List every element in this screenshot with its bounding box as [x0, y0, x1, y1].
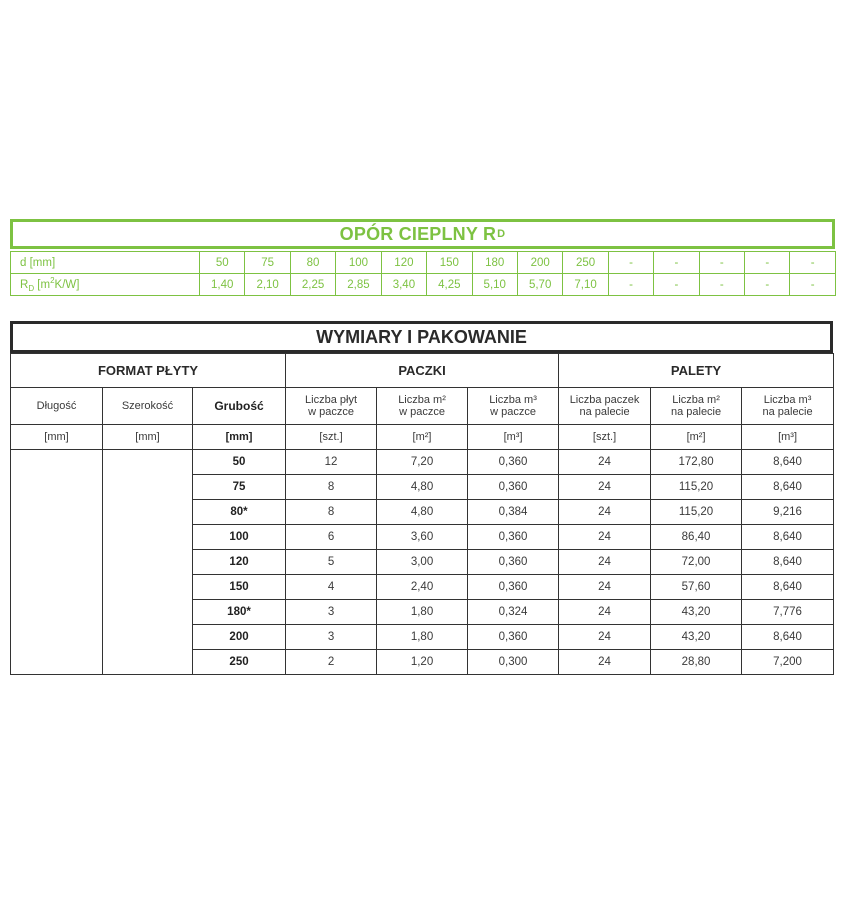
value-cell: 8,640	[742, 475, 834, 500]
value-cell: 0,384	[468, 500, 559, 525]
value-cell: 8,640	[742, 575, 834, 600]
thickness-cell: 100	[336, 252, 381, 274]
column-header	[11, 388, 103, 425]
thermal-title-text: OPÓR CIEPLNY R	[339, 223, 497, 244]
column-header-line: Szerokość	[121, 400, 174, 412]
rd-cell: -	[608, 274, 653, 296]
unit-cell: [mm]	[11, 425, 103, 450]
width-cell	[103, 450, 193, 675]
value-cell: 6	[286, 525, 377, 550]
value-cell: 24	[559, 550, 651, 575]
thickness-cell: 80*	[193, 500, 286, 525]
value-cell: 43,20	[651, 600, 742, 625]
value-cell: 0,300	[468, 650, 559, 675]
value-cell: 24	[559, 475, 651, 500]
rd-cell: -	[699, 274, 744, 296]
value-cell: 24	[559, 500, 651, 525]
thermal-resistance-table	[10, 251, 836, 296]
column-header-line: na palecie	[579, 406, 630, 418]
value-cell: 172,80	[651, 450, 742, 475]
value-cell: 8,640	[742, 450, 834, 475]
value-cell: 1,80	[377, 625, 468, 650]
rd-cell: 5,10	[472, 274, 517, 296]
thermal-resistance-title	[10, 219, 835, 249]
rd-label-unit-b: K/W]	[54, 278, 80, 291]
thickness-cell: 100	[193, 525, 286, 550]
value-cell: 2	[286, 650, 377, 675]
thickness-cell: -	[699, 252, 744, 274]
column-header-line: w paczce	[490, 406, 536, 418]
value-cell: 12	[286, 450, 377, 475]
thermal-resistance-section	[10, 219, 835, 296]
unit-cell: [m²]	[377, 425, 468, 450]
column-header	[193, 388, 286, 425]
value-cell: 8,640	[742, 625, 834, 650]
rd-row-label	[11, 274, 200, 296]
rd-cell: 3,40	[381, 274, 426, 296]
value-cell: 7,776	[742, 600, 834, 625]
column-header-line: na palecie	[762, 406, 813, 418]
value-cell: 86,40	[651, 525, 742, 550]
thickness-cell: 200	[193, 625, 286, 650]
thickness-cell: -	[745, 252, 790, 274]
value-cell: 115,20	[651, 475, 742, 500]
value-cell: 9,216	[742, 500, 834, 525]
value-cell: 2,40	[377, 575, 468, 600]
value-cell: 43,20	[651, 625, 742, 650]
value-cell: 0,360	[468, 550, 559, 575]
column-header-line: na palecie	[670, 406, 722, 418]
rd-label-unit-a: [m	[34, 278, 51, 291]
thickness-cell: 120	[193, 550, 286, 575]
thickness-cell: -	[790, 252, 835, 274]
column-header	[377, 388, 468, 425]
group-pallets: PALETY	[559, 354, 834, 388]
column-header	[651, 388, 742, 425]
value-cell: 24	[559, 575, 651, 600]
unit-cell: [szt.]	[559, 425, 651, 450]
value-cell: 0,360	[468, 575, 559, 600]
value-cell: 8,640	[742, 525, 834, 550]
thickness-cell: 180	[472, 252, 517, 274]
thickness-cell: 120	[381, 252, 426, 274]
column-header-line: Długość	[36, 400, 77, 412]
column-header-line: Liczba m³	[763, 394, 812, 406]
value-cell: 1,20	[377, 650, 468, 675]
value-cell: 3	[286, 625, 377, 650]
thickness-cell: 250	[193, 650, 286, 675]
thickness-cell: 150	[427, 252, 472, 274]
thickness-cell: 180*	[193, 600, 286, 625]
value-cell: 5	[286, 550, 377, 575]
value-cell: 7,200	[742, 650, 834, 675]
value-cell: 0,360	[468, 625, 559, 650]
column-header-line: Grubość	[214, 399, 264, 413]
value-cell: 0,324	[468, 600, 559, 625]
rd-cell: -	[654, 274, 699, 296]
rd-cell: 5,70	[517, 274, 562, 296]
thickness-cell: 80	[290, 252, 335, 274]
rd-cell: 1,40	[200, 274, 245, 296]
dimensions-packaging-title: WYMIARY I PAKOWANIE	[10, 321, 833, 353]
column-header-line: w paczce	[399, 406, 445, 418]
thickness-cell: 200	[517, 252, 562, 274]
rd-cell: 2,85	[336, 274, 381, 296]
value-cell: 8,640	[742, 550, 834, 575]
value-cell: 57,60	[651, 575, 742, 600]
thickness-cell: 75	[245, 252, 290, 274]
column-header-line: Liczba m²	[398, 394, 446, 406]
value-cell: 3,60	[377, 525, 468, 550]
group-format: FORMAT PŁYTY	[11, 354, 286, 388]
dimensions-packaging-section	[10, 321, 833, 675]
unit-cell: [m²]	[651, 425, 742, 450]
value-cell: 4,80	[377, 500, 468, 525]
rd-value-row	[11, 274, 836, 296]
rd-cell: 2,25	[290, 274, 335, 296]
value-cell: 3	[286, 600, 377, 625]
unit-cell: [m³]	[468, 425, 559, 450]
table-row	[11, 450, 834, 475]
thickness-cell: -	[654, 252, 699, 274]
column-header	[103, 388, 193, 425]
thickness-row	[11, 252, 836, 274]
column-header	[468, 388, 559, 425]
value-cell: 8	[286, 475, 377, 500]
value-cell: 24	[559, 600, 651, 625]
group-header-row	[11, 354, 834, 388]
thickness-cell: 75	[193, 475, 286, 500]
unit-cell: [szt.]	[286, 425, 377, 450]
value-cell: 24	[559, 625, 651, 650]
unit-row	[11, 425, 834, 450]
unit-cell: [mm]	[103, 425, 193, 450]
value-cell: 0,360	[468, 525, 559, 550]
value-cell: 72,00	[651, 550, 742, 575]
value-cell: 24	[559, 650, 651, 675]
thickness-row-label: d [mm]	[11, 252, 200, 274]
value-cell: 115,20	[651, 500, 742, 525]
rd-label-main: R	[20, 278, 29, 291]
thickness-cell: 50	[193, 450, 286, 475]
value-cell: 4,80	[377, 475, 468, 500]
value-cell: 1,80	[377, 600, 468, 625]
rd-label-sub: D	[28, 284, 35, 294]
column-header	[742, 388, 834, 425]
value-cell: 24	[559, 450, 651, 475]
value-cell: 7,20	[377, 450, 468, 475]
dimensions-packaging-table	[10, 353, 834, 675]
value-cell: 4	[286, 575, 377, 600]
thickness-cell: -	[608, 252, 653, 274]
column-header-line: Liczba m²	[672, 394, 720, 406]
column-header-line: Liczba płyt	[305, 394, 358, 406]
rd-cell: 4,25	[427, 274, 472, 296]
value-cell: 3,00	[377, 550, 468, 575]
column-header	[286, 388, 377, 425]
column-header-row	[11, 388, 834, 425]
length-cell	[11, 450, 103, 675]
thickness-cell: 150	[193, 575, 286, 600]
rd-cell: 7,10	[563, 274, 608, 296]
column-header-line: Liczba paczek	[569, 394, 640, 406]
value-cell: 28,80	[651, 650, 742, 675]
value-cell: 24	[559, 525, 651, 550]
unit-cell: [m³]	[742, 425, 834, 450]
column-header	[559, 388, 651, 425]
column-header-line: w paczce	[308, 406, 354, 418]
value-cell: 8	[286, 500, 377, 525]
rd-cell: -	[790, 274, 835, 296]
thermal-title-subscript: D	[497, 228, 506, 240]
group-packages: PACZKI	[286, 354, 559, 388]
column-header-line: Liczba m³	[489, 394, 537, 406]
thickness-cell: 50	[200, 252, 245, 274]
value-cell: 0,360	[468, 450, 559, 475]
value-cell: 0,360	[468, 475, 559, 500]
rd-cell: -	[745, 274, 790, 296]
thickness-cell: 250	[563, 252, 608, 274]
unit-cell: [mm]	[193, 425, 286, 450]
rd-cell: 2,10	[245, 274, 290, 296]
rd-label-sup: 2	[50, 275, 55, 285]
